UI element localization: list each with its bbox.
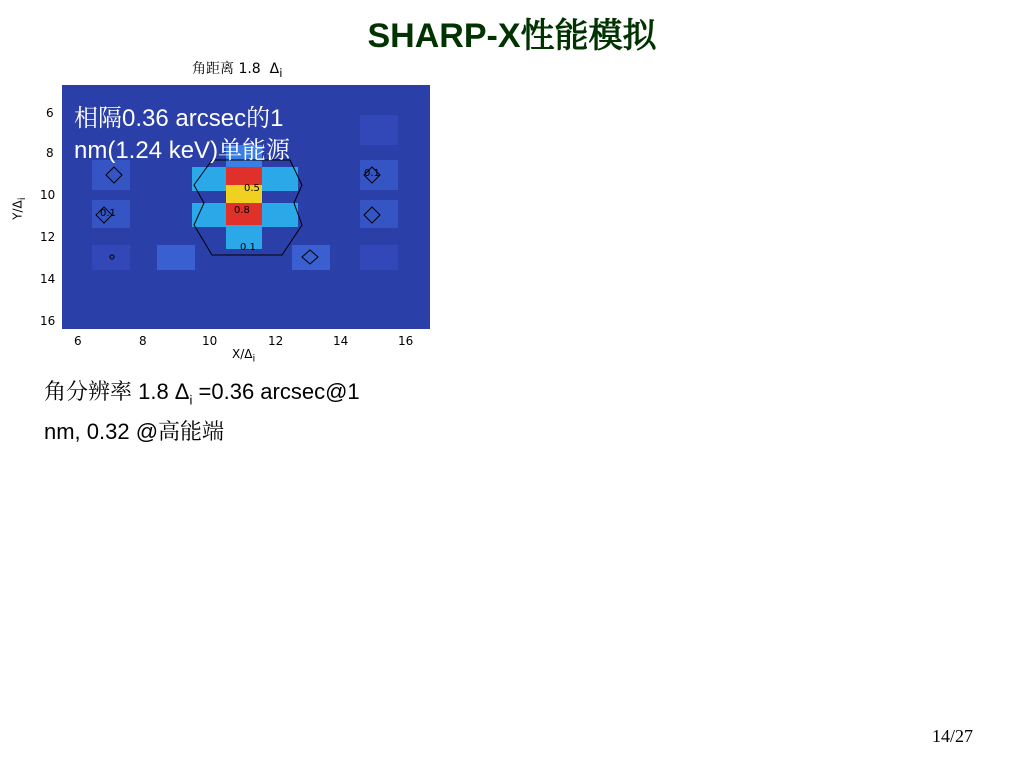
x-tick: 8 bbox=[139, 334, 147, 348]
heatmap1-ylabel: $Y/\Delta_i$ bbox=[10, 197, 28, 220]
heatmap-cell bbox=[157, 245, 195, 270]
page-number: 14/27 bbox=[932, 726, 974, 746]
heatmap-cell bbox=[92, 245, 130, 270]
heatmap-cell bbox=[192, 167, 228, 191]
y-tick: 10 bbox=[40, 188, 56, 202]
contour-label: 0.1 bbox=[100, 208, 116, 219]
y-tick: 14 bbox=[40, 272, 56, 286]
contour-label: 0.5 bbox=[244, 183, 260, 194]
y-tick: 16 bbox=[40, 314, 56, 328]
heatmap-cell bbox=[292, 245, 330, 270]
heatmap-cell bbox=[192, 203, 228, 227]
contour-label: 0.1 bbox=[240, 242, 256, 253]
y-tick: 12 bbox=[40, 230, 56, 244]
x-tick: 12 bbox=[268, 334, 284, 348]
y-tick: 8 bbox=[46, 146, 54, 160]
overlay-line: 相隔0.36 arcsec的1 bbox=[74, 105, 284, 132]
caption-line: nm, 0.32 @高能端 bbox=[44, 419, 225, 445]
heatmap1-plot bbox=[62, 85, 430, 329]
caption-angular-resolution bbox=[44, 376, 464, 448]
heatmap1-overlay-text bbox=[74, 103, 290, 167]
overlay-line: nm(1.24 keV)单能源 bbox=[74, 137, 291, 164]
heatmap1-xlabel: $X/\Delta_i$ bbox=[232, 347, 256, 365]
heatmap-cell bbox=[360, 115, 398, 145]
x-tick: 14 bbox=[333, 334, 349, 348]
page-title: SHARP-X性能模拟 bbox=[367, 17, 657, 55]
y-tick: 6 bbox=[46, 106, 54, 120]
heatmap1-top-label: 角距离 1.8 $\Delta_i$ bbox=[192, 61, 283, 80]
x-tick: 16 bbox=[398, 334, 414, 348]
x-tick: 10 bbox=[202, 334, 218, 348]
contour-label: 0.1 bbox=[364, 168, 380, 179]
caption-line: 角分辨率 1.8 $\Delta_i =0.36$ arcsec@1 bbox=[44, 379, 360, 408]
contour-label: 0.8 bbox=[234, 205, 250, 216]
x-tick: 6 bbox=[74, 334, 82, 348]
heatmap-cell bbox=[360, 245, 398, 270]
heatmap-cell bbox=[262, 203, 298, 227]
heatmap-cell bbox=[262, 167, 298, 191]
